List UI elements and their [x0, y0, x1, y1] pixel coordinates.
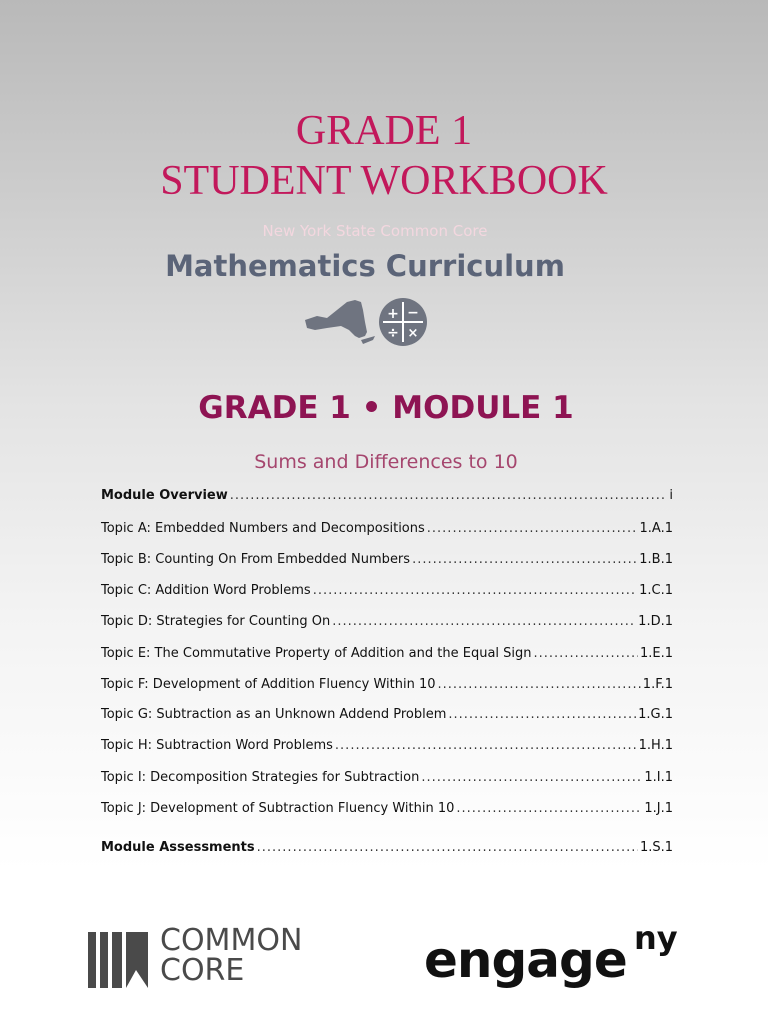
common-core-logo — [86, 923, 336, 992]
toc-entry[interactable] — [101, 583, 673, 603]
toc-entry-page: 1.J.1 — [644, 801, 673, 816]
toc-entry-label: Topic G: Subtraction as an Unknown Addend Problem — [101, 707, 447, 722]
toc-entry-label: Topic A: Embedded Numbers and Decompositions — [101, 521, 425, 536]
toc-entry-label: Topic F: Development of Addition Fluency Within 10 — [101, 677, 436, 692]
toc-leader-dots — [448, 707, 636, 722]
toc-leader-dots — [412, 552, 637, 567]
toc-leader-dots — [332, 614, 636, 629]
toc-entry[interactable] — [101, 677, 673, 697]
toc-entry[interactable] — [101, 707, 673, 727]
toc-entry-label: Module Assessments — [101, 840, 255, 855]
engage-wordmark: engage — [424, 931, 627, 989]
svg-text:÷: ÷ — [387, 325, 399, 341]
subtitle-nys-common-core: New York State Common Core — [262, 222, 488, 240]
toc-entry-label: Topic H: Subtraction Word Problems — [101, 738, 333, 753]
toc-leader-dots — [230, 488, 668, 503]
toc-entry-page: 1.S.1 — [639, 840, 673, 855]
ny-superscript: ny — [634, 919, 678, 957]
toc-leader-dots — [438, 677, 641, 692]
toc-leader-dots — [257, 840, 638, 855]
toc-entry[interactable] — [101, 614, 673, 634]
toc-leader-dots — [427, 521, 638, 536]
curriculum-title: Mathematics Curriculum — [165, 249, 565, 283]
toc-entry[interactable] — [101, 646, 673, 666]
toc-entry-page: 1.A.1 — [639, 521, 673, 536]
toc-entry-page: 1.C.1 — [639, 583, 673, 598]
toc-leader-dots — [421, 770, 642, 785]
toc-entry[interactable] — [101, 770, 673, 790]
books-icon — [86, 930, 156, 990]
module-heading: GRADE 1 • MODULE 1 — [198, 390, 574, 426]
engageny-logo — [422, 919, 682, 989]
module-title: Sums and Differences to 10 — [254, 451, 518, 473]
toc-entry-page: 1.D.1 — [638, 614, 673, 629]
toc-entry[interactable] — [101, 552, 673, 572]
toc-entry-label: Topic I: Decomposition Strategies for Subtraction — [101, 770, 420, 785]
svg-text:×: × — [407, 326, 419, 341]
toc-entry[interactable] — [101, 801, 673, 821]
toc-entry[interactable] — [101, 738, 673, 758]
toc-entry-label: Module Overview — [101, 488, 228, 503]
toc-leader-dots — [313, 583, 637, 598]
toc-entry-page: 1.B.1 — [639, 552, 673, 567]
svg-text:+: + — [387, 306, 399, 322]
toc-entry-page: 1.I.1 — [644, 770, 673, 785]
toc-leader-dots — [456, 801, 642, 816]
header-icons — [303, 296, 433, 348]
toc-entry-page: 1.G.1 — [638, 707, 673, 722]
toc-entry-page: 1.H.1 — [638, 738, 673, 753]
toc-entry-page: 1.E.1 — [639, 646, 673, 661]
toc-entry[interactable] — [101, 521, 673, 541]
toc-entry[interactable] — [101, 488, 673, 508]
toc-entry-label: Topic B: Counting On From Embedded Numbers — [101, 552, 411, 567]
toc-entry-label: Topic E: The Commutative Property of Addition and the Equal Sign — [101, 646, 532, 661]
toc-entry-page: 1.F.1 — [642, 677, 673, 692]
toc-entry-page: i — [669, 488, 673, 503]
common-core-line2: CORE — [160, 953, 245, 988]
math-operations-icon — [379, 298, 427, 346]
toc-entry-label: Topic C: Addition Word Problems — [101, 583, 311, 598]
toc-leader-dots — [335, 738, 637, 753]
svg-text:−: − — [407, 305, 419, 321]
toc-entry-label: Topic J: Development of Subtraction Fluency Within 10 — [101, 801, 455, 816]
toc-entry-label: Topic D: Strategies for Counting On — [101, 614, 331, 629]
title-grade: GRADE 1 — [295, 108, 473, 154]
new-york-state-map-icon — [305, 300, 375, 344]
common-core-line1: COMMON — [160, 923, 303, 958]
title-student-workbook: STUDENT WORKBOOK — [160, 158, 608, 204]
toc-leader-dots — [534, 646, 638, 661]
toc-entry[interactable] — [101, 840, 673, 860]
